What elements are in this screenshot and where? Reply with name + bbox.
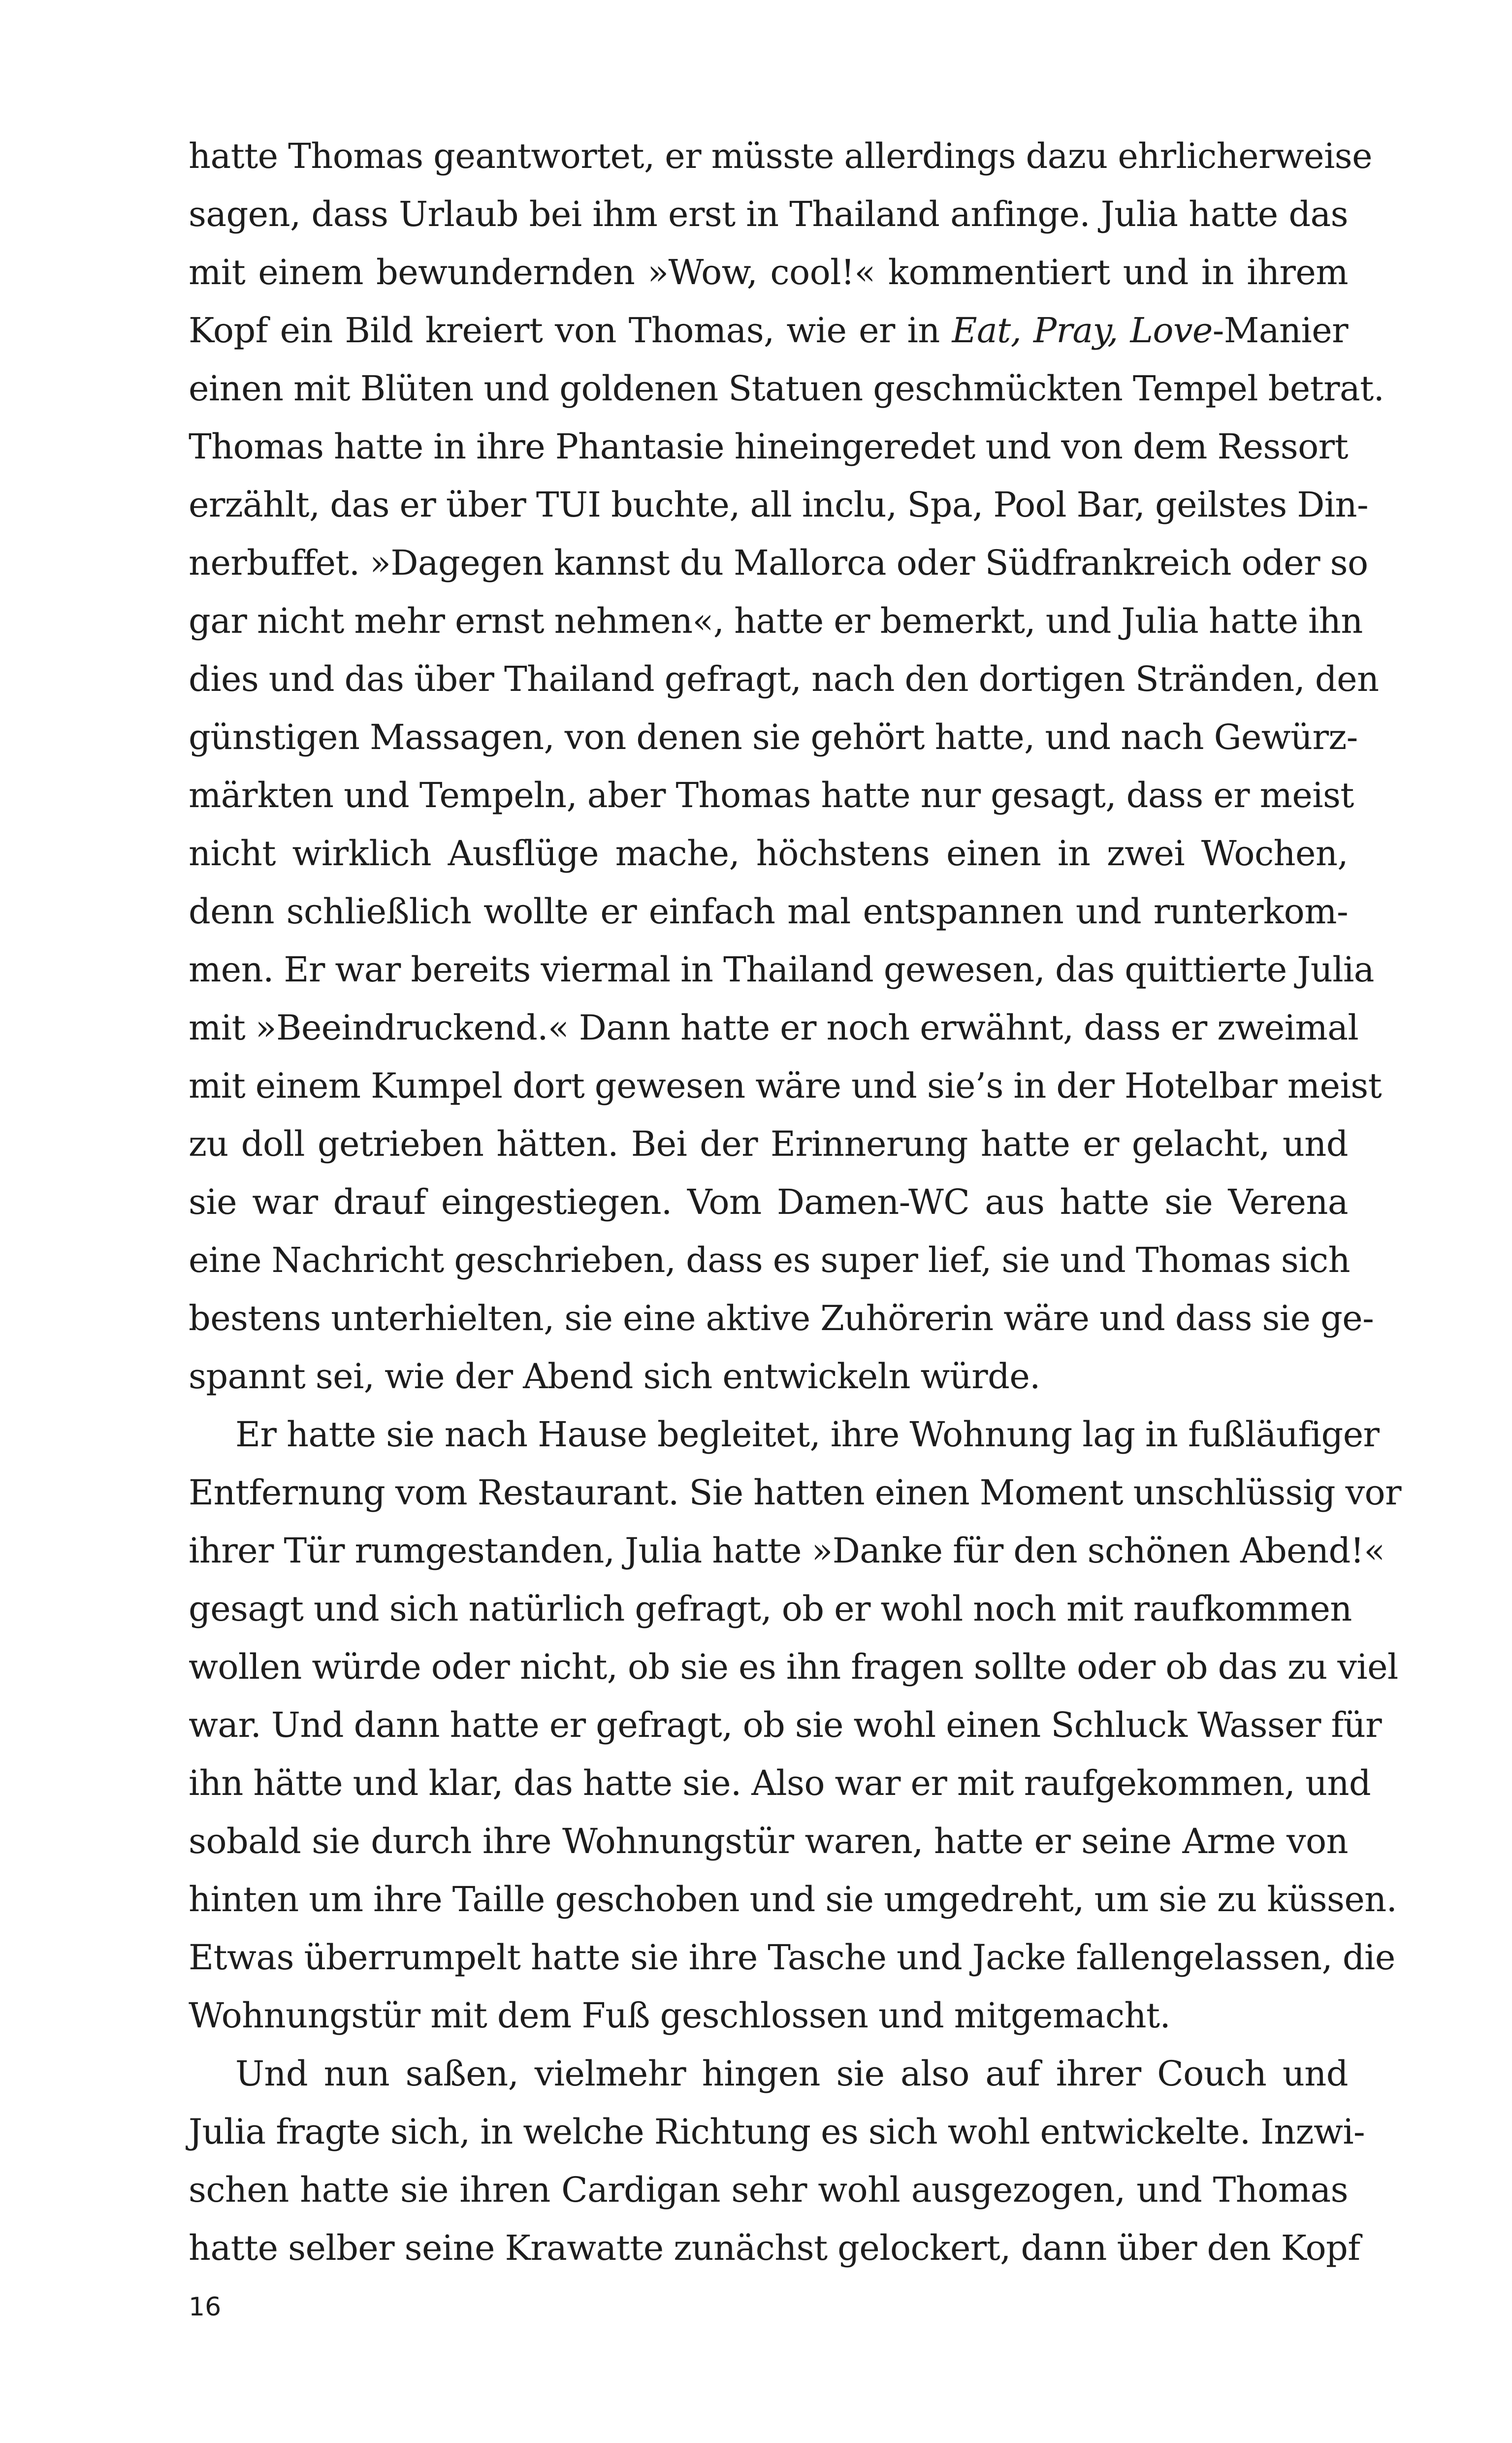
text-segment: -Manier (1212, 310, 1348, 351)
book-title-italic: Eat, Pray, Love (952, 310, 1213, 351)
text-line: gar nicht mehr ernst nehmen«, hatte er bemerkt, und Julia hatte ihn (189, 601, 1363, 641)
text-line: ihrer Tür rumgestanden, Julia hatte »Danke für den schönen Abend!« (189, 1531, 1385, 1571)
text-line: günstigen Massagen, von denen sie gehört hatte, und nach Gewürz- (189, 717, 1358, 757)
text-line: nicht wirklich Ausflüge mache, höchstens einen in zwei Wochen, (189, 833, 1348, 874)
text-line: mit »Beeindruckend.« Dann hatte er noch erwähnt, dass er zweimal (189, 1008, 1359, 1048)
text-line: Entfernung vom Restaurant. Sie hatten einen Moment unschlüssig vor (189, 1472, 1401, 1513)
text-line: einen mit Blüten und goldenen Statuen geschmückten Tempel betrat. (189, 368, 1384, 409)
page-number: 16 (189, 2292, 222, 2322)
text-line: schen hatte sie ihren Cardigan sehr wohl ausgezogen, und Thomas (189, 2170, 1348, 2210)
text-line: dies und das über Thailand gefragt, nach den dortigen Stränden, den (189, 659, 1379, 699)
text-line: men. Er war bereits viermal in Thailand gewesen, das quittierte Julia (189, 949, 1374, 990)
text-line: eine Nachricht geschrieben, dass es super lief, sie und Thomas sich (189, 1240, 1351, 1280)
body-text (189, 127, 1401, 2277)
text-line: zu doll getrieben hätten. Bei der Erinnerung hatte er gelacht, und (189, 1124, 1348, 1164)
text-line: gesagt und sich natürlich gefragt, ob er wohl noch mit raufkommen (189, 1589, 1352, 1629)
text-line: sagen, dass Urlaub bei ihm erst in Thailand anfinge. Julia hatte das (189, 194, 1348, 234)
paragraph (189, 1405, 1401, 2045)
text-line: sie war drauf eingestiegen. Vom Damen-WC aus hatte sie Verena (189, 1182, 1348, 1222)
text-line: Etwas überrumpelt hatte sie ihre Tasche und Jacke fallengelassen, die (189, 1937, 1395, 1978)
text-line: Und nun saßen, vielmehr hingen sie also auf ihrer Couch und (235, 2053, 1348, 2094)
text-line: spannt sei, wie der Abend sich entwickeln würde. (189, 1356, 1040, 1397)
text-line: hinten um ihre Taille geschoben und sie umgedreht, um sie zu küssen. (189, 1879, 1397, 1920)
text-line: mit einem Kumpel dort gewesen wäre und sie’s in der Hotelbar meist (189, 1066, 1382, 1106)
text-line: mit einem bewundernden »Wow, cool!« kommentiert und in ihrem (189, 252, 1348, 293)
text-line: Thomas hatte in ihre Phantasie hineingeredet und von dem Ressort (189, 426, 1348, 467)
text-line (189, 301, 1348, 359)
text-line: Er hatte sie nach Hause begleitet, ihre Wohnung lag in fußläufiger (235, 1414, 1380, 1455)
text-line: hatte selber seine Krawatte zunächst gelockert, dann über den Kopf (189, 2228, 1360, 2268)
paragraph (189, 127, 1384, 1405)
text-line: denn schließlich wollte er einfach mal entspannen und runterkom- (189, 891, 1348, 932)
text-line: bestens unterhielten, sie eine aktive Zuhörerin wäre und dass sie ge- (189, 1298, 1374, 1338)
paragraph (189, 2045, 1365, 2277)
text-line: ihn hätte und klar, das hatte sie. Also war er mit raufgekommen, und (189, 1763, 1371, 1803)
text-line: hatte Thomas geantwortet, er müsste allerdings dazu ehrlicherweise (189, 136, 1372, 176)
text-line: Julia fragte sich, in welche Richtung es sich wohl entwickelte. Inzwi- (189, 2112, 1365, 2152)
text-line: wollen würde oder nicht, ob sie es ihn fragen sollte oder ob das zu viel (189, 1647, 1398, 1687)
text-line: märkten und Tempeln, aber Thomas hatte nur gesagt, dass er meist (189, 775, 1354, 815)
text-line: war. Und dann hatte er gefragt, ob sie wohl einen Schluck Wasser für (189, 1705, 1382, 1745)
text-segment: Kopf ein Bild kreiert von Thomas, wie er in (189, 310, 952, 351)
text-line: erzählt, das er über TUI buchte, all inclu, Spa, Pool Bar, geilstes Din- (189, 485, 1369, 525)
text-line: nerbuffet. »Dagegen kannst du Mallorca oder Südfrankreich oder so (189, 543, 1368, 583)
text-line: Wohnungstür mit dem Fuß geschlossen und mitgemacht. (189, 1995, 1171, 2036)
text-line: sobald sie durch ihre Wohnungstür waren, hatte er seine Arme von (189, 1821, 1348, 1861)
